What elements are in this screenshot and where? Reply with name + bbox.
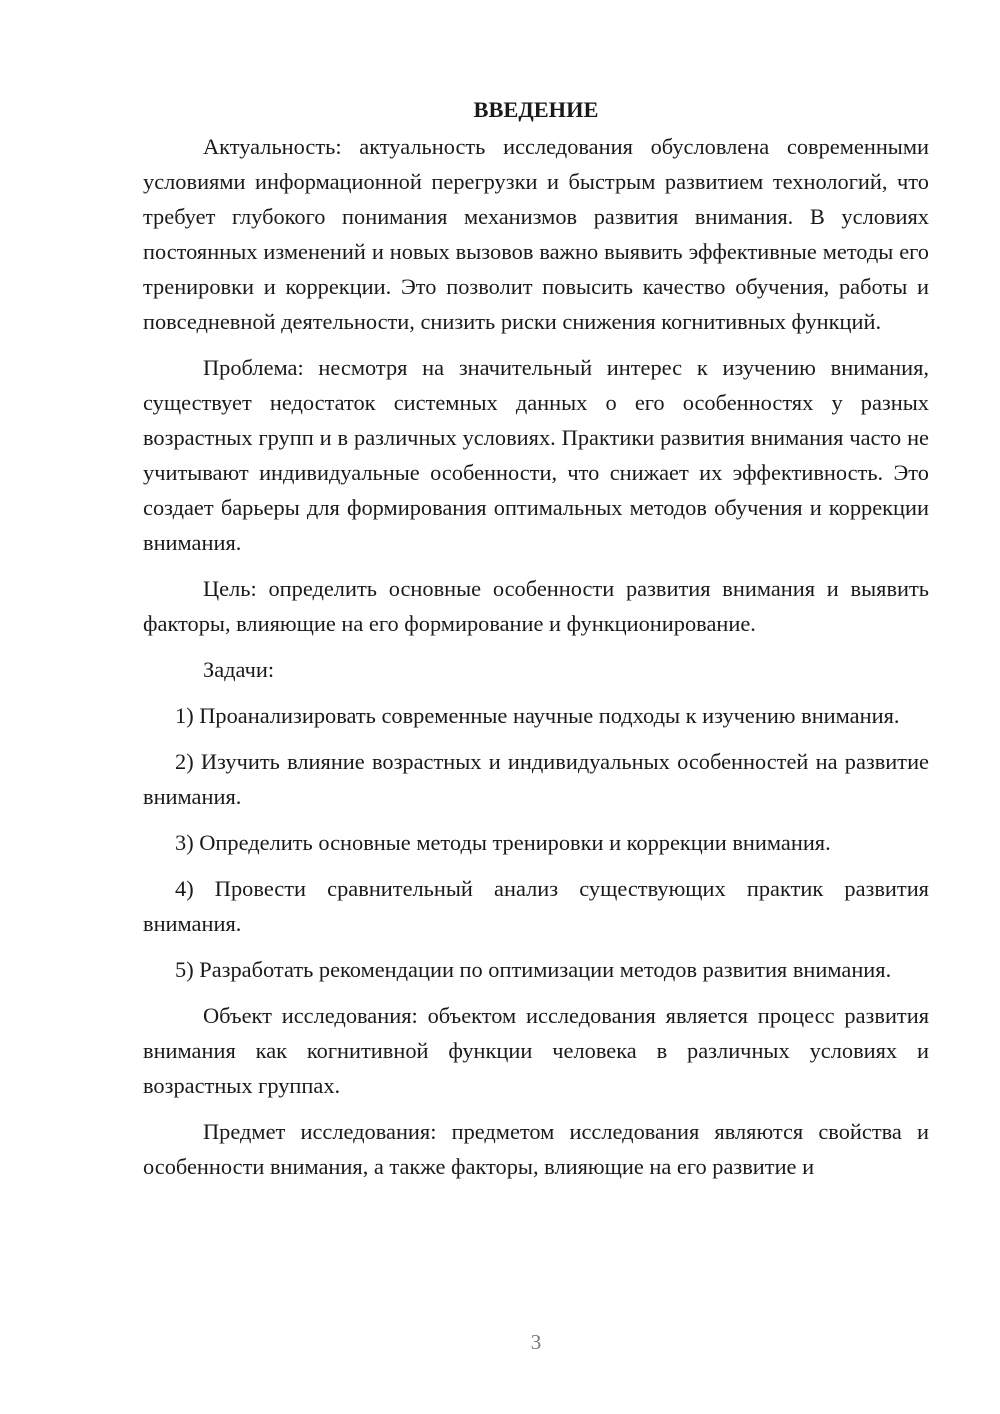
paragraph-subject: Предмет исследования: предметом исследования являются свойства и особенности внимания, а также факторы, влияющие на его развитие и <box>143 1119 929 1179</box>
task-item: 2) Изучить влияние возрастных и индивидуальных особенностей на развитие внимания. <box>143 749 929 809</box>
paragraph-goal: Цель: определить основные особенности развития внимания и выявить факторы, влияющие на его формирование и функционирование. <box>143 576 929 636</box>
paragraph-relevance: Актуальность: актуальность исследования обусловлена современными условиями информационной перегрузки и быстрым развитием технологий, что требует глубокого понимания механизмов развития внимания. В условиях постоянных изменений и новых вызовов важно выявить эффективные методы его тренировки и коррекции. Это позволит повысить качество обучения, работы и повседневной деятельности, снизить риски снижения когнитивных функций. <box>143 134 929 334</box>
page-number: 3 <box>530 1330 542 1354</box>
tasks-heading: Задачи: <box>203 657 275 682</box>
task-item: 1) Проанализировать современные научные подходы к изучению внимания. <box>175 703 900 728</box>
document-page <box>143 92 929 1195</box>
task-item: 3) Определить основные методы тренировки и коррекции внимания. <box>175 830 831 855</box>
paragraph-problem: Проблема: несмотря на значительный интерес к изучению внимания, существует недостаток системных данных о его особенностях у разных возрастных групп и в различных условиях. Практики развития внимания часто не учитывают индивидуальные особенности, что снижает их эффективность. Это создает барьеры для формирования оптимальных методов обучения и коррекции внимания. <box>143 355 929 555</box>
task-item: 5) Разработать рекомендации по оптимизации методов развития внимания. <box>175 957 892 982</box>
task-item: 4) Провести сравнительный анализ существующих практик развития внимания. <box>143 876 929 936</box>
paragraph-object: Объект исследования: объектом исследования является процесс развития внимания как когнитивной функции человека в различных условиях и возрастных группах. <box>143 1003 929 1098</box>
section-title: ВВЕДЕНИЕ <box>473 97 599 122</box>
